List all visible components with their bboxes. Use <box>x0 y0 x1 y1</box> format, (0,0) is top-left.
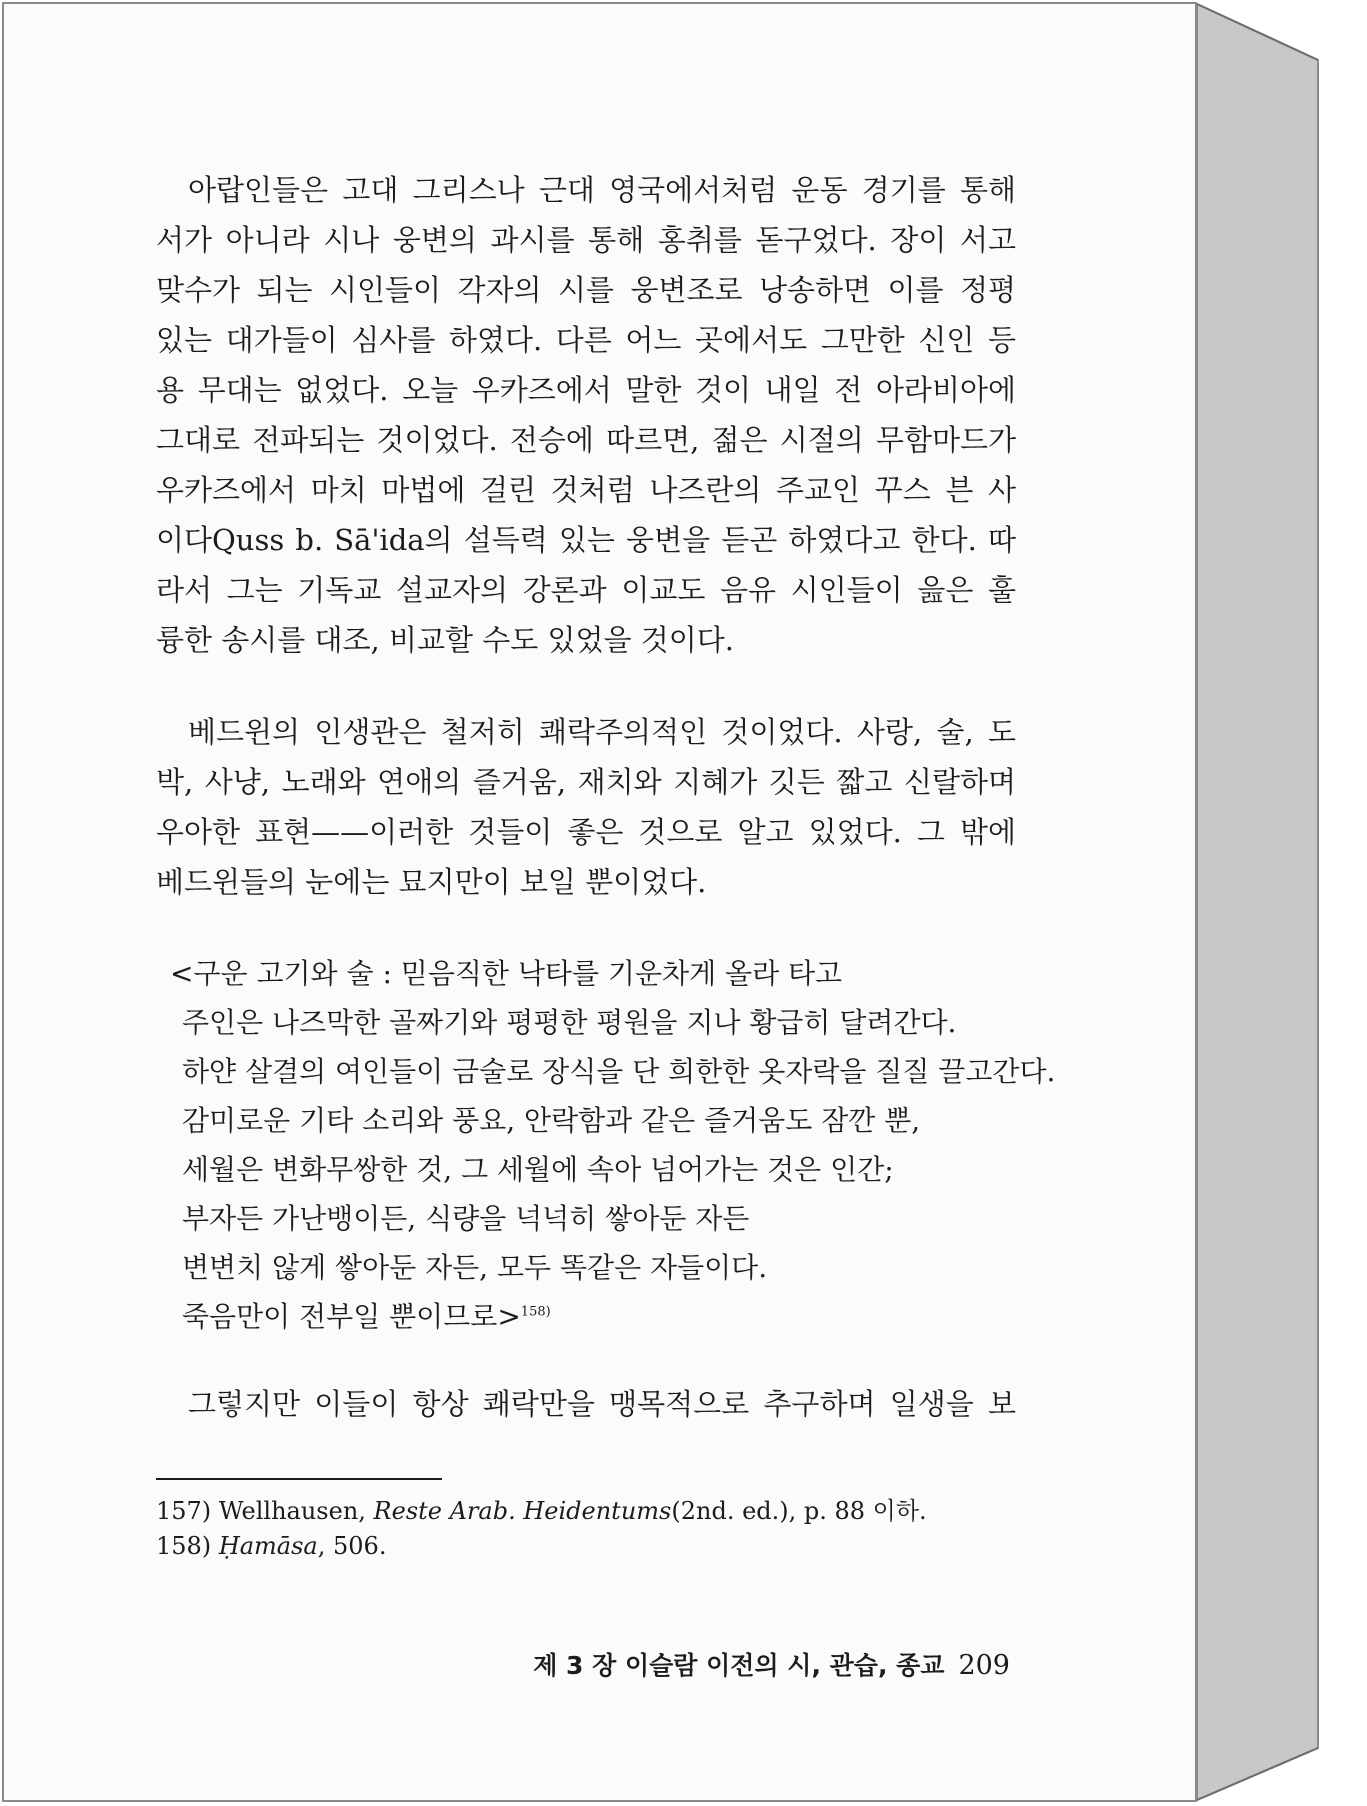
footnote-ref-158[interactable]: 158) <box>520 1304 551 1320</box>
text-line: 서가 아니라 시나 웅변의 과시를 통해 홍취를 돋구었다. 장이 서고 <box>156 223 1016 257</box>
chapter-title: 제 3 장 이슬람 이전의 시, 관습, 종교 <box>533 1651 945 1680</box>
paragraph-3 <box>156 1379 1016 1429</box>
poem-line: 감미로운 기타 소리와 풍요, 안락함과 같은 즐거움도 잠깐 뿐, <box>182 1104 921 1137</box>
text-line: 있는 대가들이 심사를 하였다. 다른 어느 곳에서도 그만한 신인 등 <box>156 323 1016 357</box>
body-text <box>156 165 1056 1429</box>
poem-line: 변변치 않게 쌓아둔 자든, 모두 똑같은 자들이다. <box>182 1251 768 1284</box>
footnote-157 <box>156 1494 1016 1529</box>
running-footer <box>500 1646 1010 1682</box>
poem-line: 하얀 살결의 여인들이 금술로 장식을 단 희한한 옷자락을 질질 끌고간다. <box>182 1055 1056 1088</box>
text-line: 박, 사냥, 노래와 연애의 즐거움, 재치와 지혜가 깃든 짧고 신랄하며 <box>156 765 1016 799</box>
footnotes <box>156 1494 1016 1564</box>
text-line: 베드윈들의 눈에는 묘지만이 보일 뿐이었다. <box>156 865 707 899</box>
footnote-text: (2nd. ed.), p. 88 이하. <box>671 1497 927 1525</box>
paragraph-1 <box>156 165 1016 665</box>
footnote-text: , 506. <box>317 1532 387 1560</box>
text-line: 그렇지만 이들이 항상 쾌락만을 맹목적으로 추구하며 일생을 보 <box>188 1387 1016 1421</box>
footnote-title: Reste Arab. Heidentums <box>373 1497 672 1525</box>
text-line: 이다Quss b. Sā'ida의 설득력 있는 웅변을 듣곤 하였다고 한다. 따 <box>156 523 1016 557</box>
poem-line: <구운 고기와 술 : 믿음직한 낙타를 기운차게 올라 타고 <box>170 957 843 990</box>
text-line: 아랍인들은 고대 그리스나 근대 영국에서처럼 운동 경기를 통해 <box>188 173 1016 207</box>
footnote-title: Ḥamāsa <box>218 1532 318 1560</box>
text-line: 그대로 전파되는 것이었다. 전승에 따르면, 젊은 시절의 무함마드가 <box>156 423 1016 457</box>
footnote-number: 158) <box>156 1532 212 1560</box>
page-number: 209 <box>958 1650 1010 1681</box>
text-line: 맞수가 되는 시인들이 각자의 시를 웅변조로 낭송하면 이를 정평 <box>156 273 1016 307</box>
paragraph-2 <box>156 707 1016 907</box>
poem-line <box>170 1292 1016 1341</box>
poem-last-line-text: 죽음만이 전부일 뿐이므로> <box>182 1300 521 1333</box>
text-line: 용 무대는 없었다. 오늘 우카즈에서 말한 것이 내일 전 아라비아에 <box>156 373 1016 407</box>
poem-line: 부자든 가난뱅이든, 식량을 넉넉히 쌓아둔 자든 <box>182 1202 750 1235</box>
footnote-divider <box>156 1478 442 1480</box>
poem-quote <box>156 949 1056 1341</box>
text-line: 우카즈에서 마치 마법에 걸린 것처럼 나즈란의 주교인 꾸스 븐 사 <box>156 473 1016 507</box>
text-line: 우아한 표현——이러한 것들이 좋은 것으로 알고 있었다. 그 밖에 <box>156 815 1016 849</box>
footnote-number: 157) <box>156 1497 212 1525</box>
footnote-158 <box>156 1529 1016 1564</box>
text-line: 베드윈의 인생관은 철저히 쾌락주의적인 것이었다. 사랑, 술, 도 <box>188 715 1016 749</box>
text-line: 륭한 송시를 대조, 비교할 수도 있었을 것이다. <box>156 623 734 657</box>
text-line: 라서 그는 기독교 설교자의 강론과 이교도 음유 시인들이 읊은 훌 <box>156 573 1016 607</box>
poem-line: 주인은 나즈막한 골짜기와 평평한 평원을 지나 황급히 달려간다. <box>182 1006 957 1039</box>
footnote-text: Wellhausen, <box>218 1497 374 1525</box>
poem-line: 세월은 변화무쌍한 것, 그 세월에 속아 넘어가는 것은 인간; <box>182 1153 894 1186</box>
